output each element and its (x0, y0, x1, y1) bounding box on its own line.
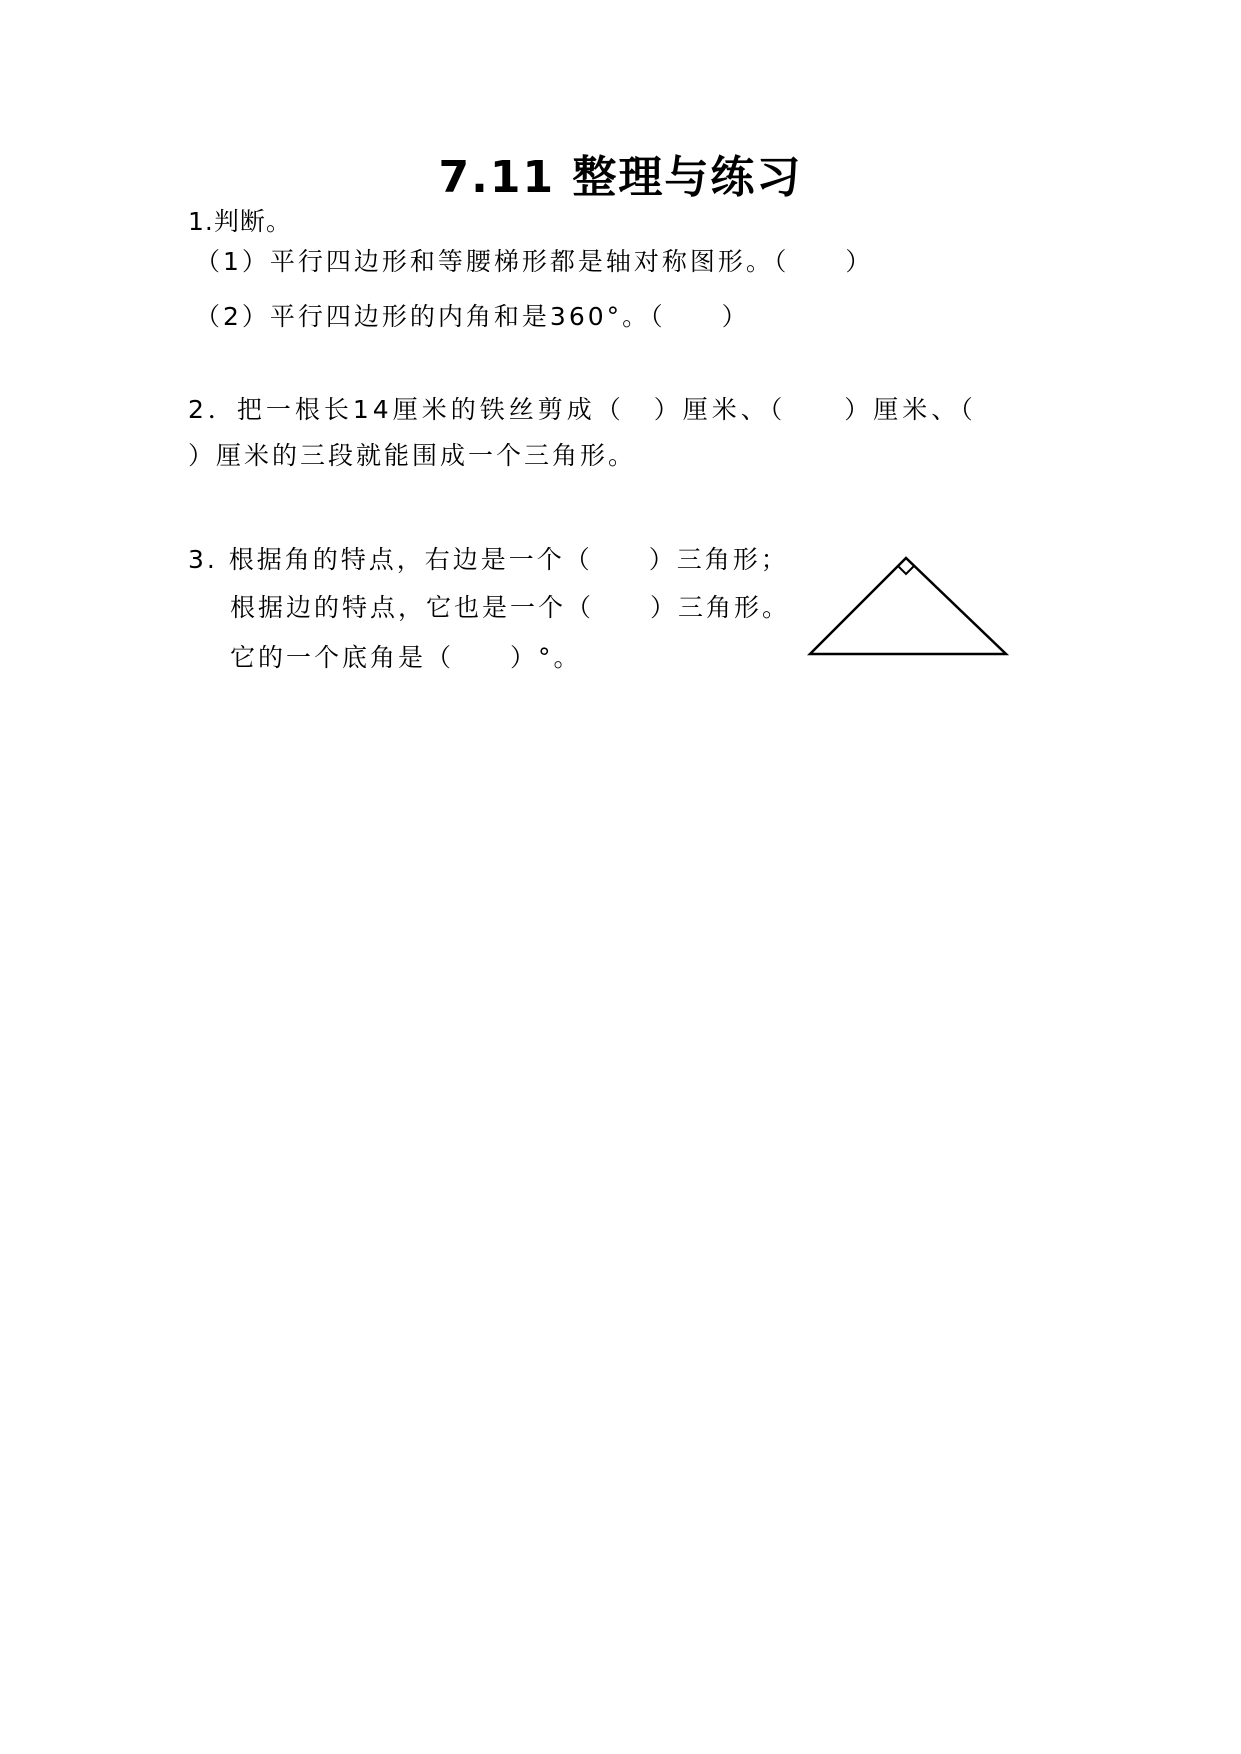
question-1-item-1: （1）平行四边形和等腰梯形都是轴对称图形。（ ） (195, 247, 874, 276)
page-title: 7.11 整理与练习 (438, 152, 803, 203)
question-2-line-1: 2．把一根长14厘米的铁丝剪成（ ）厘米、（ ）厘米、（ (188, 395, 977, 424)
question-1-heading: 1.判断。 (188, 207, 292, 236)
right-isosceles-triangle-icon (800, 548, 1020, 660)
right-angle-mark (898, 566, 914, 574)
question-1-item-2: （2）平行四边形的内角和是360°。（ ） (195, 302, 750, 331)
question-2-line-2: ）厘米的三段就能围成一个三角形。 (188, 441, 637, 470)
question-3-line-2: 根据边的特点，它也是一个（ ）三角形。 (230, 593, 791, 622)
question-3-line-3: 它的一个底角是（ ）°。 (230, 643, 582, 672)
question-3-line-1: 3. 根据角的特点，右边是一个（ ）三角形； (188, 545, 789, 574)
